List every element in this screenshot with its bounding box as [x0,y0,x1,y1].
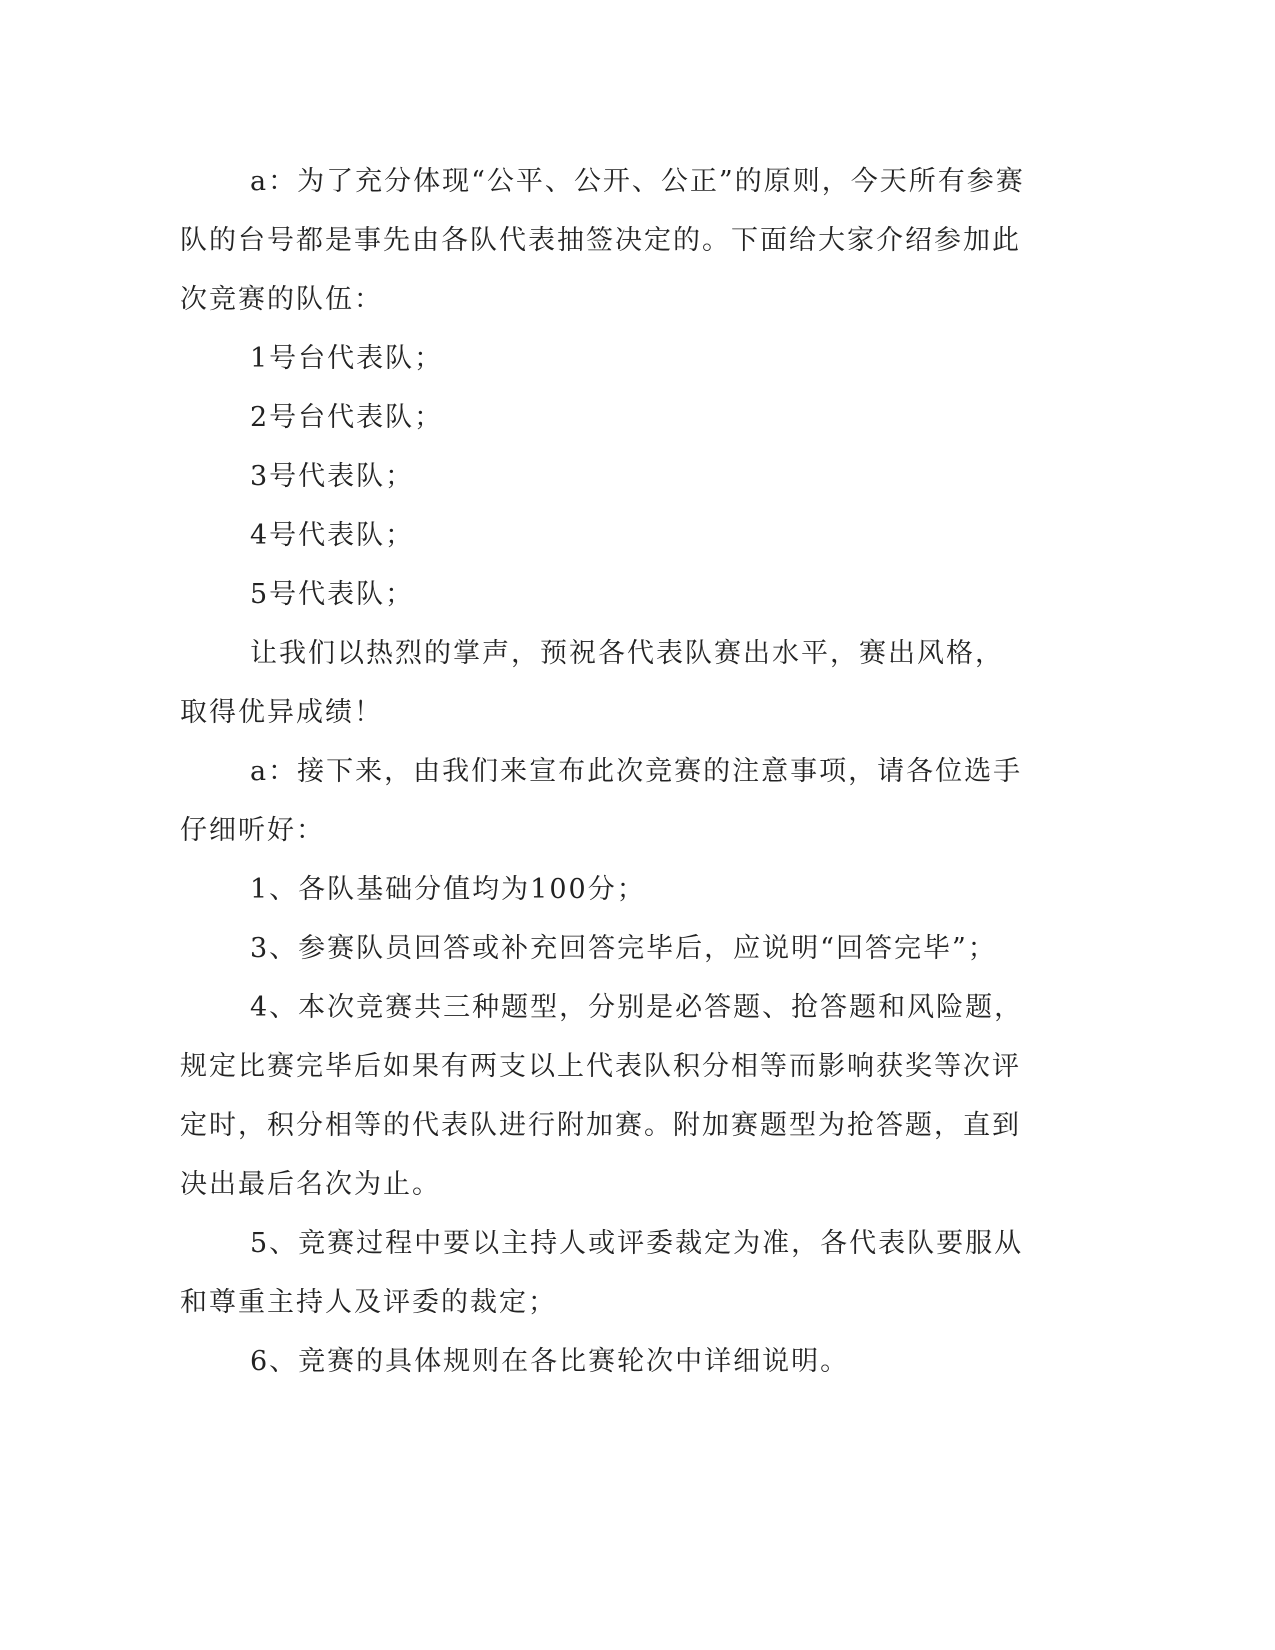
paragraph-rule-3: 3、参赛队员回答或补充回答完毕后，应说明“回答完毕”； [250,933,997,964]
paragraph-team-3: 3号代表队； [250,461,415,492]
paragraph-team-4: 4号代表队； [250,520,415,551]
paragraph-rule-5: 5、竞赛过程中要以主持人或评委裁定为准，各代表队要服从和尊重主持人及评委的裁定； [180,1228,1024,1318]
paragraph-rule-6: 6、竞赛的具体规则在各比赛轮次中详细说明。 [250,1346,850,1377]
document-body [180,152,1030,1391]
paragraph-notice-intro: a：接下来，由我们来宣布此次竞赛的注意事项，请各位选手仔细听好： [180,756,1023,846]
paragraph-team-5: 5号代表队； [250,579,415,610]
paragraph-rule-4: 4、本次竞赛共三种题型，分别是必答题、抢答题和风险题，规定比赛完毕后如果有两支以上代表队积分相等而影响获奖等次评定时，积分相等的代表队进行附加赛。附加赛题型为抢答题，直到决出最后名次为止。 [180,992,1024,1200]
paragraph-team-2: 2号台代表队； [250,402,444,433]
paragraph-applause: 让我们以热烈的掌声，预祝各代表队赛出水平，赛出风格，取得优异成绩！ [180,638,1004,728]
paragraph-rule-1: 1、各队基础分值均为100分； [250,874,646,905]
paragraph-intro-draw: a：为了充分体现“公平、公开、公正”的原则，今天所有参赛队的台号都是事先由各队代表抽签决定的。下面给大家介绍参加此次竞赛的队伍： [180,166,1025,315]
paragraph-team-1: 1号台代表队； [250,343,444,374]
